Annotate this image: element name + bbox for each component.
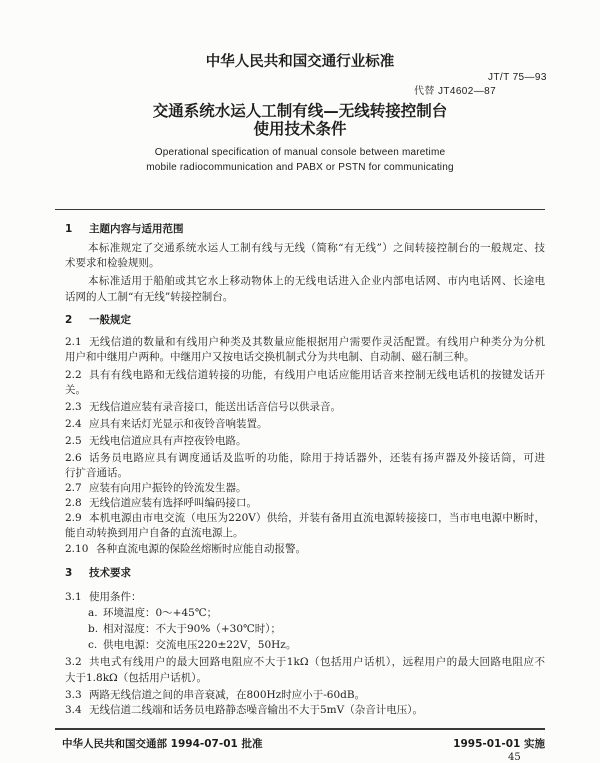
- paragraph-1-line-1: 本标准规定了交通系统水运人工制有线与无线（简称“有无线”）之间转接控制台的一般规定、技: [88, 242, 545, 254]
- clause-number: 3.4: [65, 704, 82, 716]
- clause-number: 2.4: [65, 418, 82, 430]
- section-number: 2: [65, 314, 73, 326]
- item-label: c.: [88, 639, 98, 651]
- clause-text: 应装有向用户振铃的铃流发生器。: [89, 482, 247, 494]
- clause-2-6: [65, 451, 545, 465]
- clause-number: 2.2: [65, 369, 82, 381]
- clause-3-3: [65, 688, 365, 702]
- clause-2-1: [65, 335, 545, 349]
- item-text: 环境温度：0～+45℃；: [103, 607, 218, 619]
- item-label: b.: [88, 623, 99, 635]
- clause-2-2-continuation: 关。: [65, 384, 86, 396]
- clause-text: 具有有线电路和无线信道转接的功能，有线用户电话应能用话音来控制无线电话机的按键发话开: [89, 369, 545, 381]
- paragraph-2-line-2: 话网的人工制“有无线”转接控制台。: [65, 291, 234, 303]
- section-number: 3: [65, 567, 73, 579]
- clause-text: 应具有来话灯光显示和夜铃音响装置。: [89, 418, 268, 430]
- clause-2-8: [65, 496, 257, 510]
- header-divider: [55, 209, 545, 210]
- clause-2-9: [65, 511, 545, 525]
- clause-2-10: [65, 542, 306, 556]
- section-2-heading: [65, 313, 131, 327]
- clause-number: 2.9: [65, 512, 82, 524]
- clause-text: 无线信道二线端和话务员电路静态噪音输出不大于5mV（杂音计电压）。: [89, 704, 423, 716]
- clause-number: 3.2: [65, 656, 82, 668]
- clause-text: 无线信道应装有选择呼叫编码接口。: [89, 497, 257, 509]
- clause-2-4: [65, 417, 268, 431]
- clause-3-2-continuation: 大于1.8kΩ（包括用户话机）。: [65, 672, 208, 684]
- clause-3-1: [65, 590, 142, 604]
- clause-number: 2.5: [65, 435, 82, 447]
- clause-number: 2.3: [65, 401, 82, 413]
- section-title: 技术要求: [89, 567, 131, 579]
- standard-type-heading: 中华人民共和国交通行业标准: [205, 54, 395, 70]
- clause-2-7: [65, 481, 247, 495]
- page-number: 45: [508, 752, 521, 763]
- clause-text: 无线电信道应具有声控夜铃电路。: [89, 435, 247, 447]
- clause-text: 共电式有线用户的最大回路电阻应不大于1kΩ（包括用户话机），远程用户的最大回路电阻应不: [89, 656, 545, 668]
- item-text: 相对湿度：不大于90%（+30℃时）；: [103, 623, 281, 635]
- clause-number: 3.3: [65, 689, 82, 701]
- clause-text: 话务员电路应具有调度通话及监听的功能，除用于持话器外，还装有扬声器及外接话筒，可进: [89, 452, 545, 464]
- clause-text: 两路无线信道之间的串音衰减，在800Hz时应小于-60dB。: [89, 689, 366, 701]
- approval-note: 中华人民共和国交通部 1994-07-01 批准: [62, 738, 263, 750]
- clause-number: 3.1: [65, 591, 82, 603]
- clause-2-6-continuation: 行扩音通话。: [65, 467, 128, 479]
- section-1-heading: [65, 222, 184, 236]
- effective-date-note: 1995-01-01 实施: [453, 738, 545, 750]
- document-title-line-1: 交通系统水运人工制有线—无线转接控制台: [152, 102, 448, 120]
- clause-2-2: [65, 368, 545, 382]
- standard-code: JT/T 75—93: [488, 72, 547, 83]
- clause-text: 使用条件：: [89, 591, 142, 603]
- section-3-heading: [65, 566, 131, 580]
- clause-text: 本机电源由市电交流（电压为220V）供给，并装有备用直流电源转接接口，当市电电源中断时，: [89, 512, 545, 524]
- clause-2-9-continuation: 能自动转换到用户自备的直流电源上。: [65, 527, 244, 539]
- clause-text: 无线信道的数量和有线用户种类及其数量应能根据用户需要作灵活配置。有线用户种类分为分机: [89, 336, 545, 348]
- clause-number: 2.7: [65, 482, 82, 494]
- document-title-line-2: 使用技术条件: [253, 120, 347, 138]
- clause-2-5: [65, 434, 247, 448]
- clause-number: 2.6: [65, 452, 82, 464]
- replaces-code: 代替 JT4602—87: [414, 86, 497, 97]
- clause-number: 2.8: [65, 497, 82, 509]
- paragraph-2-line-1: 本标准适用于船舶或其它水上移动物体上的无线电话进入企业内部电话网、市内电话网、长途电: [88, 275, 545, 287]
- clause-number: 2.10: [65, 543, 89, 555]
- clause-3-2: [65, 655, 545, 669]
- footer-divider: [55, 728, 545, 730]
- clause-number: 2.1: [65, 336, 82, 348]
- list-item: [88, 622, 281, 636]
- paragraph-1-line-2: 术要求和检验规则。: [65, 257, 160, 269]
- clause-2-3: [65, 400, 341, 414]
- clause-3-4: [65, 703, 423, 717]
- section-number: 1: [65, 223, 73, 235]
- clause-2-1-continuation: 用户和中继用户两种。中继用户又按电话交换机制式分为共电制、自动制、磁石制三种。: [65, 351, 475, 363]
- english-title-line-1: Operational specification of manual console between maretime: [154, 147, 446, 158]
- list-item: [88, 638, 296, 652]
- clause-text: 各种直流电源的保险丝熔断时应能自动报警。: [96, 543, 306, 555]
- item-text: 供电电源：交流电压220±22V，50Hz。: [103, 639, 297, 651]
- section-title: 主题内容与适用范围: [89, 223, 184, 235]
- clause-text: 无线信道应装有录音接口，能送出话音信号以供录音。: [89, 401, 341, 413]
- section-title: 一般规定: [89, 314, 131, 326]
- english-title-line-2: mobile radiocommunication and PABX or PSTN for communicating: [146, 162, 454, 173]
- item-label: a.: [88, 607, 98, 619]
- list-item: [88, 606, 217, 620]
